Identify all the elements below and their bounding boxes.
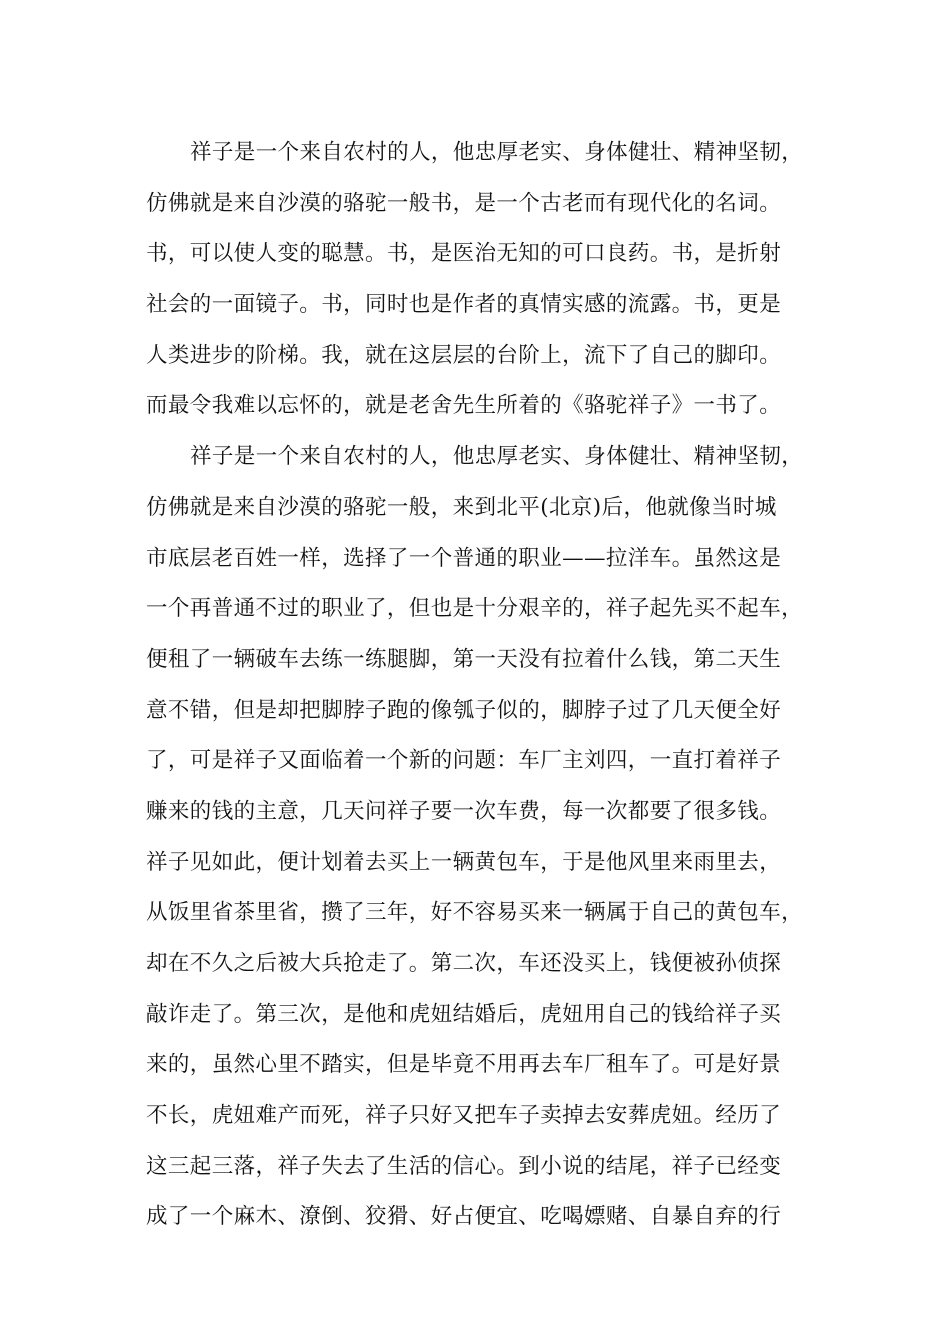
paragraph-line: 成了一个麻木、潦倒、狡猾、好占便宜、吃喝嫖赌、自暴自弃的行 bbox=[146, 1204, 782, 1230]
paragraph-line: 不长，虎妞难产而死，祥子只好又把车子卖掉去安葬虎妞。经历了 bbox=[146, 1103, 782, 1129]
paragraph-line: 而最令我难以忘怀的，就是老舍先生所着的《骆驼祥子》一书了。 bbox=[146, 393, 782, 419]
paragraph-line: 社会的一面镜子。书，同时也是作者的真情实感的流露。书，更是 bbox=[146, 292, 782, 318]
paragraph-line: 市底层老百姓一样，选择了一个普通的职业——拉洋车。虽然这是 bbox=[146, 545, 782, 571]
paragraph-line: 祥子是一个来自农村的人，他忠厚老实、身体健壮、精神坚韧， bbox=[190, 444, 804, 470]
paragraph-line: 了，可是祥子又面临着一个新的问题：车厂主刘四，一直打着祥子 bbox=[146, 748, 782, 774]
paragraph-line: 人类进步的阶梯。我，就在这层层的台阶上，流下了自己的脚印。 bbox=[146, 342, 782, 368]
paragraph-line: 却在不久之后被大兵抢走了。第二次，车还没买上，钱便被孙侦探 bbox=[146, 951, 782, 976]
paragraph-line: 赚来的钱的主意，几天问祥子要一次车费，每一次都要了很多钱。 bbox=[146, 798, 782, 824]
paragraph-line: 仿佛就是来自沙漠的骆驼一般书，是一个古老而有现代化的名词。 bbox=[146, 190, 782, 216]
paragraph-line: 意不错，但是却把脚脖子跑的像瓠子似的，脚脖子过了几天便全好 bbox=[146, 697, 782, 723]
paragraph-line: 一个再普通不过的职业了，但也是十分艰辛的，祥子起先买不起车， bbox=[146, 596, 804, 622]
paragraph-line: 便租了一辆破车去练一练腿脚，第一天没有拉着什么钱，第二天生 bbox=[146, 646, 782, 672]
paragraph-line: 敲诈走了。第三次，是他和虎妞结婚后，虎妞用自己的钱给祥子买 bbox=[146, 1001, 782, 1027]
paragraph-line: 书，可以使人变的聪慧。书，是医治无知的可口良药。书，是折射 bbox=[146, 241, 782, 267]
paragraph-line: 仿佛就是来自沙漠的骆驼一般，来到北平(北京)后，他就像当时城 bbox=[146, 494, 777, 520]
body-text bbox=[146, 128, 836, 1243]
paragraph-line: 来的，虽然心里不踏实，但是毕竟不用再去车厂租车了。可是好景 bbox=[146, 1052, 782, 1078]
paragraph-line: 祥子见如此，便计划着去买上一辆黄包车，于是他风里来雨里去， bbox=[146, 849, 782, 875]
paragraph-line: 祥子是一个来自农村的人，他忠厚老实、身体健壮、精神坚韧， bbox=[190, 140, 804, 165]
paragraph-line: 这三起三落，祥子失去了生活的信心。到小说的结尾，祥子已经变 bbox=[146, 1153, 782, 1179]
paragraph-line: 从饭里省茶里省，攒了三年，好不容易买来一辆属于自己的黄包车， bbox=[146, 900, 804, 926]
